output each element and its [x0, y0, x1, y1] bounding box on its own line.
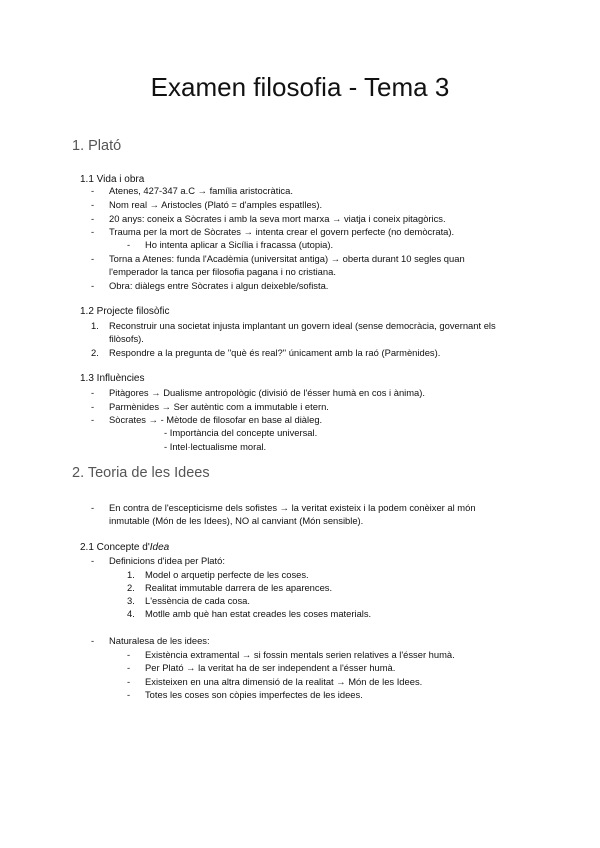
list-item: Definicions d'idea per Plató:: [109, 555, 225, 566]
bullet-marker: -: [91, 555, 95, 566]
list-item: Per Plató → la veritat ha de ser independent a l'ésser humà.: [145, 662, 396, 673]
list-item: Pitàgores → Dualisme antropològic (divisió de l'ésser humà en cos i ànima).: [109, 387, 425, 398]
number-marker: 2.: [91, 347, 99, 358]
list-item: Nom real → Aristocles (Plató = d'amples espatlles).: [109, 199, 323, 210]
list-item: Existència extramental → si fossin mentals serien relatives a l'ésser humà.: [145, 649, 455, 660]
bullet-marker: -: [91, 387, 95, 398]
list-item: En contra de l'escepticisme dels sofistes → la veritat existeix i la podem conèixer al món: [109, 502, 476, 513]
number-marker: 2.: [127, 582, 135, 593]
list-item: Torna a Atenes: funda l'Acadèmia (universitat antiga) → oberta durant 10 segles quan: [109, 253, 465, 264]
subsection-heading-projecte: 1.2 Projecte filosòfic: [80, 306, 170, 317]
list-item: Respondre a la pregunta de "què és real?" únicament amb la raó (Parmènides).: [109, 347, 441, 358]
number-marker: 4.: [127, 608, 135, 619]
bullet-marker: -: [91, 414, 95, 425]
list-item: Trauma per la mort de Sòcrates → intenta crear el govern perfecte (no demòcrata).: [109, 226, 455, 237]
subsection-heading-influencies: 1.3 Influències: [80, 373, 145, 384]
bullet-marker: -: [127, 689, 131, 700]
list-item: Model o arquetip perfecte de les coses.: [145, 569, 309, 580]
list-item-continuation: l'emperador la tanca per filosofia pagana i no cristiana.: [109, 266, 336, 277]
bullet-marker: -: [91, 253, 95, 264]
bullet-marker: -: [91, 185, 95, 196]
list-item-continuation: - Importància del concepte universal.: [164, 427, 318, 438]
bullet-marker: -: [91, 635, 95, 646]
list-item: Existeixen en una altra dimensió de la realitat → Món de les Idees.: [145, 676, 423, 687]
subsection-heading-italic: Idea: [149, 542, 170, 553]
list-item: Atenes, 427-347 a.C → família aristocràtica.: [109, 185, 293, 196]
bullet-marker: -: [127, 649, 131, 660]
list-item: Ho intenta aplicar a Sicília i fracassa (utopia).: [145, 239, 334, 250]
list-item: Reconstruir una societat injusta implantant un govern ideal (sense democràcia, governant els: [109, 320, 496, 331]
bullet-marker: -: [91, 213, 95, 224]
subsection-heading-concepte-idea: [80, 542, 169, 553]
document-title: Examen filosofia - Tema 3: [150, 72, 450, 102]
bullet-marker: -: [127, 676, 131, 687]
number-marker: 1.: [127, 569, 135, 580]
list-item: Naturalesa de les idees:: [109, 635, 210, 646]
list-item: Obra: diàlegs entre Sòcrates i algun deixeble/sofista.: [109, 280, 329, 291]
list-item-continuation: inmutable (Món de les Idees), NO al canviant (Món sensible).: [109, 515, 364, 526]
subsection-heading-vida-obra: 1.1 Vida i obra: [80, 174, 145, 185]
list-item: Parmènides → Ser autèntic com a immutable i etern.: [109, 401, 329, 412]
list-item-continuation: - Intel·lectualisme moral.: [164, 441, 267, 452]
bullet-marker: -: [127, 239, 131, 250]
bullet-marker: -: [91, 226, 95, 237]
section-heading-teoria-idees: 2. Teoria de les Idees: [72, 465, 210, 481]
number-marker: 1.: [91, 320, 99, 331]
section-heading-plato: 1. Plató: [72, 138, 122, 154]
list-item: Totes les coses son còpies imperfectes de les idees.: [145, 689, 363, 700]
list-item: L'essència de cada cosa.: [145, 595, 250, 606]
bullet-marker: -: [91, 502, 95, 513]
list-item: Realitat immutable darrera de les aparences.: [145, 582, 333, 593]
list-item: 20 anys: coneix a Sòcrates i amb la seva mort marxa → viatja i coneix pitagòrics.: [109, 213, 446, 224]
number-marker: 3.: [127, 595, 135, 606]
list-item-continuation: filòsofs).: [109, 333, 144, 344]
subsection-heading-prefix: 2.1 Concepte d': [80, 542, 150, 553]
list-item: Sòcrates → - Mètode de filosofar en base al diàleg.: [109, 414, 323, 425]
bullet-marker: -: [91, 280, 95, 291]
bullet-marker: -: [91, 199, 95, 210]
list-item: Motlle amb què han estat creades les coses materials.: [145, 608, 372, 619]
bullet-marker: -: [127, 662, 131, 673]
bullet-marker: -: [91, 401, 95, 412]
